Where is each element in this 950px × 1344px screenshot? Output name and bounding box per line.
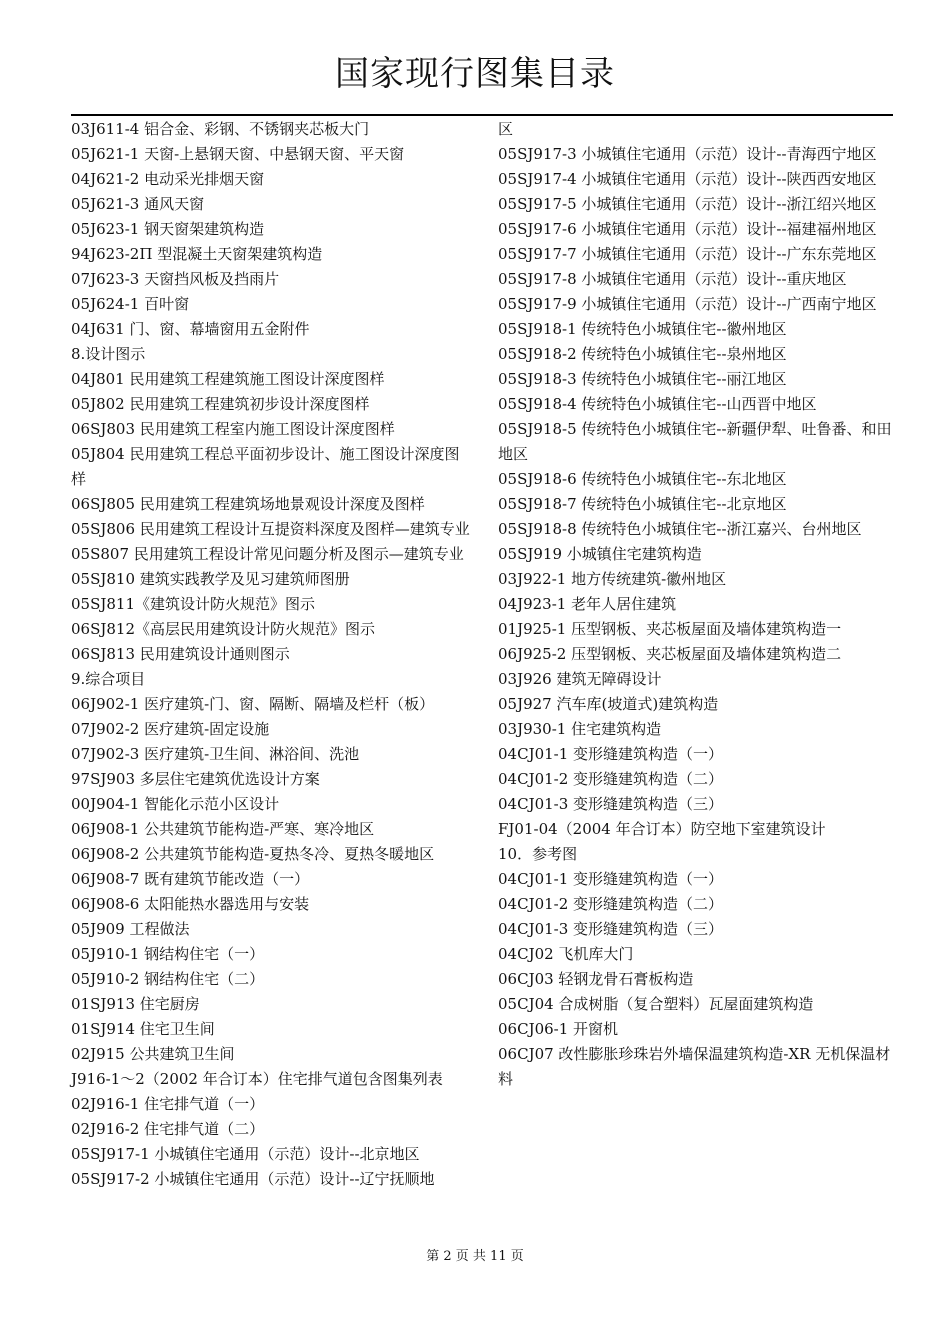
catalog-entry: 05J623-1 钢天窗架建筑构造: [71, 220, 265, 238]
catalog-entry: 06SJ812《高层民用建筑设计防火规范》图示: [71, 620, 376, 638]
catalog-entry: 04CJ01-3 变形缝建筑构造（三）: [498, 920, 724, 938]
catalog-entry: 05SJ917-1 小城镇住宅通用（示范）设计--北京地区: [71, 1145, 420, 1163]
catalog-entry: 区: [498, 120, 514, 138]
catalog-entry: 07J623-3 天窗挡风板及挡雨片: [71, 270, 280, 288]
catalog-entry: 06J902-1 医疗建筑-门、窗、隔断、隔墙及栏杆（板）: [71, 695, 435, 713]
catalog-entry: 05J804 民用建筑工程总平面初步设计、施工图设计深度图样: [71, 445, 460, 488]
catalog-entry: 06J908-2 公共建筑节能构造-夏热冬冷、夏热冬暖地区: [71, 845, 435, 863]
catalog-entry: 05J621-3 通风天窗: [71, 195, 205, 213]
catalog-entry: 05SJ918-3 传统特色小城镇住宅--丽江地区: [498, 370, 787, 388]
catalog-entry: 05SJ917-5 小城镇住宅通用（示范）设计--浙江绍兴地区: [498, 195, 877, 213]
catalog-entry: 04CJ01-1 变形缝建筑构造（一）: [498, 870, 724, 888]
catalog-entry: 05J802 民用建筑工程建筑初步设计深度图样: [71, 395, 370, 413]
catalog-entry: 01SJ914 住宅卫生间: [71, 1020, 215, 1038]
catalog-entry: 03J611-4 铝合金、彩钢、不锈钢夹芯板大门: [71, 120, 370, 138]
catalog-entry: 05SJ917-7 小城镇住宅通用（示范）设计--广东东莞地区: [498, 245, 877, 263]
catalog-entry: 05CJ04 合成树脂（复合塑料）瓦屋面建筑构造: [498, 995, 814, 1013]
page-title: 国家现行图集目录: [335, 54, 615, 94]
catalog-entry: 01SJ913 住宅厨房: [71, 995, 200, 1013]
catalog-entry: 10．参考图: [498, 845, 578, 863]
catalog-entry: 05SJ918-4 传统特色小城镇住宅--山西晋中地区: [498, 395, 817, 413]
catalog-entry: 05SJ917-6 小城镇住宅通用（示范）设计--福建福州地区: [498, 220, 877, 238]
catalog-entry: 06CJ03 轻钢龙骨石膏板构造: [498, 970, 694, 988]
catalog-entry: 05SJ806 民用建筑工程设计互提资料深度及图样—建筑专业: [71, 520, 470, 538]
catalog-entry: 07J902-3 医疗建筑-卫生间、淋浴间、洗池: [71, 745, 360, 763]
catalog-entry: 94J623-2Π 型混凝土天窗架建筑构造: [71, 245, 323, 263]
catalog-entry: 9.综合项目: [71, 670, 146, 688]
catalog-entry: 05J909 工程做法: [71, 920, 190, 938]
catalog-entry: 06J908-1 公共建筑节能构造-严寒、寒冷地区: [71, 820, 375, 838]
catalog-entry: 06J908-7 既有建筑节能改造（一）: [71, 870, 310, 888]
catalog-entry: 05J621-1 天窗-上悬钢天窗、中悬钢天窗、平天窗: [71, 145, 405, 163]
catalog-entry: 02J916-2 住宅排气道（二）: [71, 1120, 265, 1138]
catalog-entry: 04J631 门、窗、幕墙窗用五金附件: [71, 320, 310, 338]
catalog-entry: 06SJ805 民用建筑工程建筑场地景观设计深度及图样: [71, 495, 425, 513]
catalog-entry: 04CJ02 飞机库大门: [498, 945, 634, 963]
catalog-entry: 03J922-1 地方传统建筑-徽州地区: [498, 570, 727, 588]
catalog-entry: 05J927 汽车库(坡道式)建筑构造: [498, 695, 719, 713]
catalog-entry: 05J910-1 钢结构住宅（一）: [71, 945, 265, 963]
catalog-entry: 03J930-1 住宅建筑构造: [498, 720, 662, 738]
left-column: [71, 117, 471, 1192]
catalog-entry: 05J910-2 钢结构住宅（二）: [71, 970, 265, 988]
right-column: [498, 117, 894, 1092]
page-footer: 第 2 页 共 11 页: [426, 1249, 524, 1264]
catalog-entry: 05SJ917-2 小城镇住宅通用（示范）设计--辽宁抚顺地: [71, 1170, 435, 1188]
catalog-entry: 04J621-2 电动采光排烟天窗: [71, 170, 265, 188]
catalog-entry: 05SJ919 小城镇住宅建筑构造: [498, 545, 702, 563]
catalog-entry: 05SJ811《建筑设计防火规范》图示: [71, 595, 316, 613]
catalog-entry: 05SJ917-9 小城镇住宅通用（示范）设计--广西南宁地区: [498, 295, 877, 313]
catalog-entry: 02J916-1 住宅排气道（一）: [71, 1095, 265, 1113]
catalog-entry: J916-1～2（2002 年合订本）住宅排气道包含图集列表: [71, 1070, 443, 1088]
catalog-entry: 05SJ918-2 传统特色小城镇住宅--泉州地区: [498, 345, 787, 363]
catalog-entry: 06CJ07 改性膨胀珍珠岩外墙保温建筑构造-XR 无机保温材料: [498, 1045, 891, 1088]
catalog-entry: 04J923-1 老年人居住建筑: [498, 595, 677, 613]
catalog-entry: 05SJ918-5 传统特色小城镇住宅--新疆伊犁、吐鲁番、和田地区: [498, 420, 892, 463]
catalog-entry: 05J624-1 百叶窗: [71, 295, 190, 313]
catalog-entry: 05SJ917-4 小城镇住宅通用（示范）设计--陕西西安地区: [498, 170, 877, 188]
catalog-entry: 04CJ01-2 变形缝建筑构造（二）: [498, 770, 724, 788]
catalog-entry: 05SJ918-7 传统特色小城镇住宅--北京地区: [498, 495, 787, 513]
catalog-entry: 04CJ01-1 变形缝建筑构造（一）: [498, 745, 724, 763]
catalog-entry: 02J915 公共建筑卫生间: [71, 1045, 235, 1063]
catalog-entry: FJ01-04（2004 年合订本）防空地下室建筑设计: [498, 820, 826, 838]
catalog-entry: 06J908-6 太阳能热水器选用与安装: [71, 895, 310, 913]
catalog-entry: 05SJ917-8 小城镇住宅通用（示范）设计--重庆地区: [498, 270, 847, 288]
catalog-entry: 04J801 民用建筑工程建筑施工图设计深度图样: [71, 370, 385, 388]
catalog-entry: 8.设计图示: [71, 345, 146, 363]
catalog-entry: 05S807 民用建筑工程设计常见问题分析及图示—建筑专业: [71, 545, 464, 563]
catalog-entry: 97SJ903 多层住宅建筑优选设计方案: [71, 770, 320, 788]
title-rule: [71, 114, 893, 116]
catalog-entry: 06SJ813 民用建筑设计通则图示: [71, 645, 290, 663]
catalog-entry: 03J926 建筑无障碍设计: [498, 670, 662, 688]
catalog-entry: 05SJ917-3 小城镇住宅通用（示范）设计--青海西宁地区: [498, 145, 877, 163]
catalog-entry: 07J902-2 医疗建筑-固定设施: [71, 720, 270, 738]
catalog-entry: 00J904-1 智能化示范小区设计: [71, 795, 280, 813]
catalog-entry: 05SJ918-8 传统特色小城镇住宅--浙江嘉兴、台州地区: [498, 520, 862, 538]
catalog-entry: 06CJ06-1 开窗机: [498, 1020, 619, 1038]
catalog-entry: 04CJ01-3 变形缝建筑构造（三）: [498, 795, 724, 813]
catalog-entry: 05SJ810 建筑实践教学及见习建筑师图册: [71, 570, 350, 588]
catalog-entry: 05SJ918-6 传统特色小城镇住宅--东北地区: [498, 470, 787, 488]
catalog-entry: 06J925-2 压型钢板、夹芯板屋面及墙体建筑构造二: [498, 645, 842, 663]
catalog-entry: 01J925-1 压型钢板、夹芯板屋面及墙体建筑构造一: [498, 620, 842, 638]
catalog-entry: 06SJ803 民用建筑工程室内施工图设计深度图样: [71, 420, 395, 438]
catalog-entry: 04CJ01-2 变形缝建筑构造（二）: [498, 895, 724, 913]
catalog-entry: 05SJ918-1 传统特色小城镇住宅--徽州地区: [498, 320, 787, 338]
